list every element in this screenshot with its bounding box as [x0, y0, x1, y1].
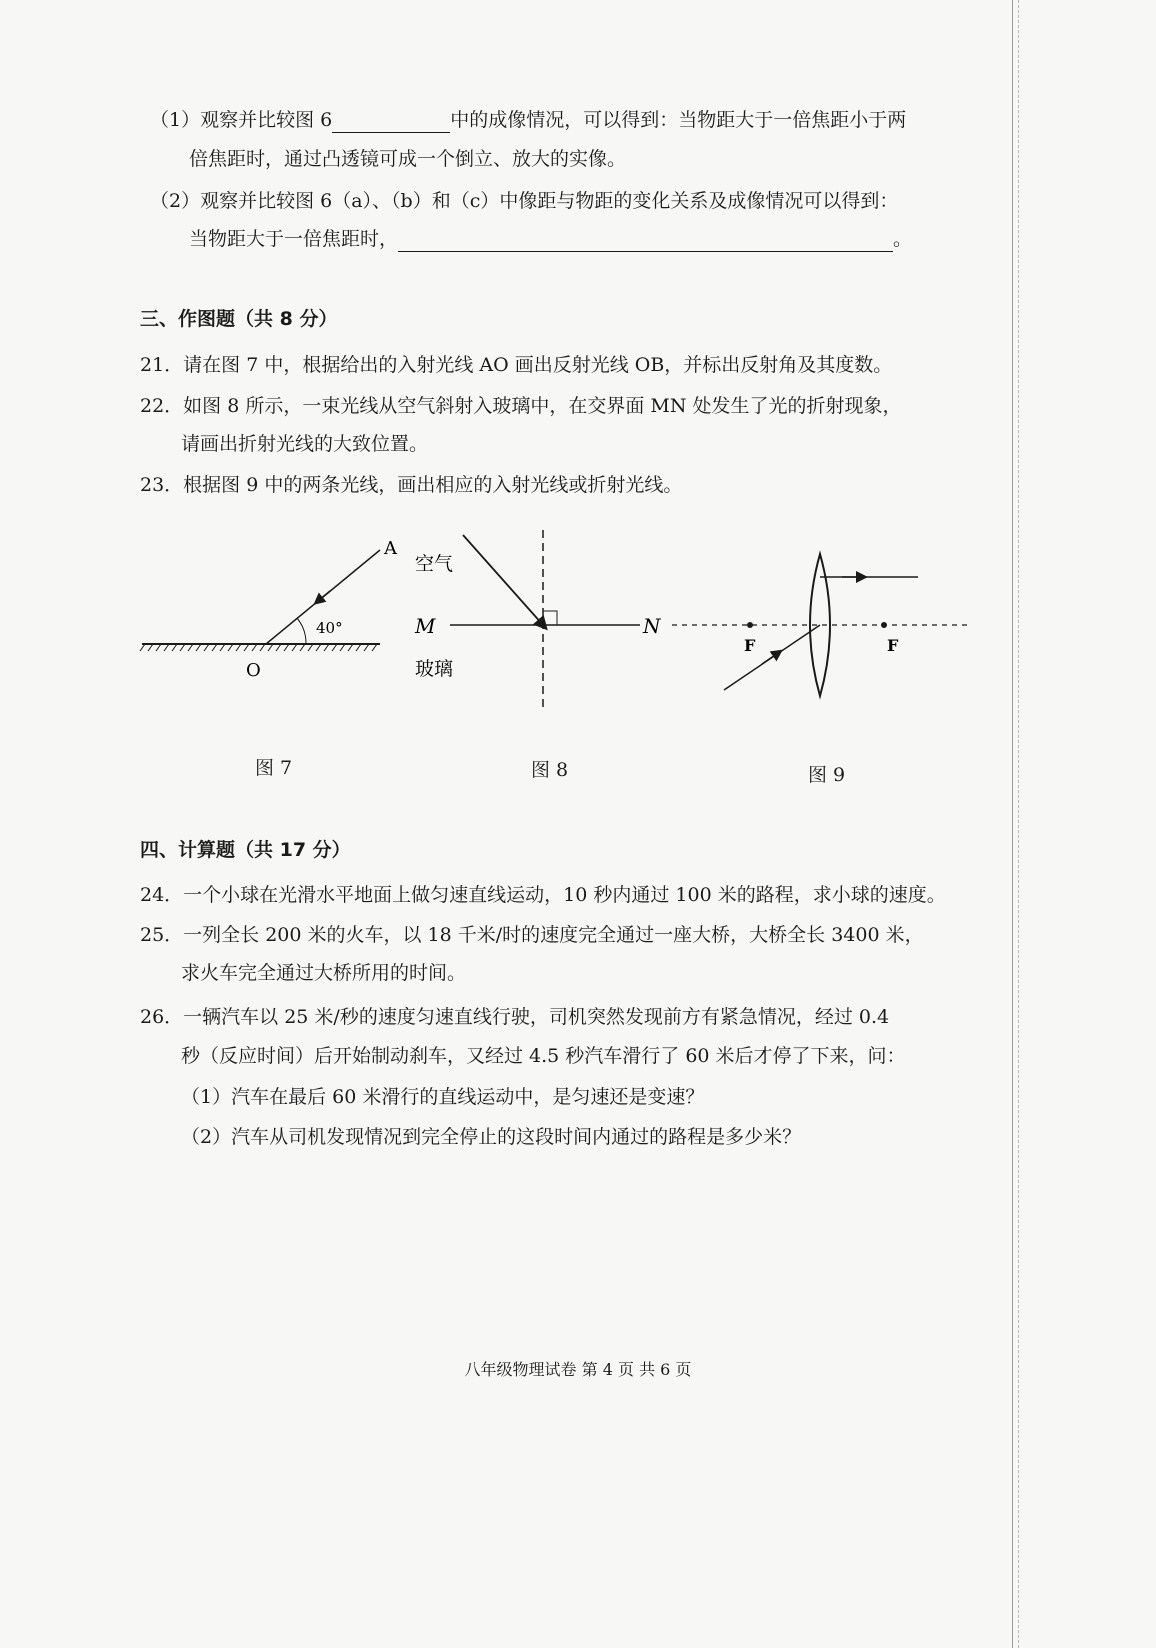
q20-part2-prefix: 当物距大于一倍焦距时， [189, 228, 399, 250]
angle-arc [297, 618, 306, 644]
q21-text: 21．请在图 7 中，根据给出的入射光线 AO 画出反射光线 OB，并标出反射角及其度数。 [140, 354, 893, 376]
figure-9-caption: 图 9 [808, 764, 846, 786]
label-n: N [643, 614, 661, 638]
label-glass: 玻璃 [415, 658, 454, 680]
label-f-right: F [887, 636, 899, 655]
q20-part2-line1: （2）观察并比较图 6（a）、（b）和（c）中像距与物距的变化关系及成像情况可以得到： [150, 190, 899, 212]
q20-part2-end: 。 [893, 228, 913, 250]
binding-dashed-line [1018, 0, 1019, 1648]
figure-9-diagram [672, 550, 972, 705]
focal-point-right [881, 622, 887, 628]
label-a: A [384, 538, 397, 559]
figure-7-caption: 图 7 [255, 757, 293, 779]
label-f-left: F [744, 636, 756, 655]
section3-title: 三、作图题（共 8 分） [140, 308, 338, 330]
q22-text-line2: 请画出折射光线的大致位置。 [181, 433, 429, 455]
label-o: O [246, 660, 261, 681]
q26-text-line2: 秒（反应时间）后开始制动刹车，又经过 4.5 秒汽车滑行了 60 米后才停了下来，问： [181, 1045, 906, 1067]
binding-edge-line [1012, 0, 1013, 1648]
angle-label: 40° [316, 619, 343, 637]
figure-8-diagram [415, 515, 675, 710]
q26-sub1: （1）汽车在最后 60 米滑行的直线运动中，是匀速还是变速？ [181, 1086, 705, 1108]
label-air: 空气 [415, 553, 454, 575]
figure-7-diagram [140, 530, 397, 681]
q20-part1-suffix: 中的成像情况，可以得到：当物距大于一倍焦距小于两 [450, 109, 907, 131]
focal-point-left [747, 622, 753, 628]
q26-sub2: （2）汽车从司机发现情况到完全停止的这段时间内通过的路程是多少米？ [181, 1126, 802, 1148]
mirror-hatching [140, 644, 377, 651]
q20-part1-prefix: （1）观察并比较图 6 [150, 109, 333, 131]
section4-title: 四、计算题（共 17 分） [140, 839, 351, 861]
q20-part1-continuation: 倍焦距时，通过凸透镜可成一个倒立、放大的实像。 [189, 148, 627, 170]
q20-part2-blank[interactable] [398, 231, 893, 252]
q20-part2-line2 [189, 226, 912, 252]
q20-part1-blank[interactable] [332, 112, 450, 133]
incident-ray [463, 535, 543, 625]
q24-text: 24．一个小球在光滑水平地面上做匀速直线运动，10 秒内通过 100 米的路程，求小球的速度。 [140, 884, 946, 906]
q26-text-line1: 26．一辆汽车以 25 米/秒的速度匀速直线行驶，司机突然发现前方有紧急情况，经过 0.4 [140, 1006, 890, 1028]
q23-text: 23．根据图 9 中的两条光线，画出相应的入射光线或折射光线。 [140, 474, 683, 496]
incident-ray-arrow [318, 591, 330, 601]
figure-8-caption: 图 8 [531, 759, 569, 781]
page-footer: 八年级物理试卷 第 4 页 共 6 页 [464, 1360, 692, 1379]
right-angle-mark [543, 611, 557, 625]
label-m: M [415, 614, 436, 638]
q25-text-line2: 求火车完全通过大桥所用的时间。 [181, 962, 467, 984]
q20-part1-line [150, 107, 906, 133]
q22-text-line1: 22．如图 8 所示，一束光线从空气斜射入玻璃中，在交界面 MN 处发生了光的折射现象， [140, 395, 902, 417]
q25-text-line1: 25．一列全长 200 米的火车，以 18 千米/时的速度完全通过一座大桥，大桥全长 3400 米， [140, 924, 924, 946]
focus-ray-arrow [762, 653, 778, 664]
